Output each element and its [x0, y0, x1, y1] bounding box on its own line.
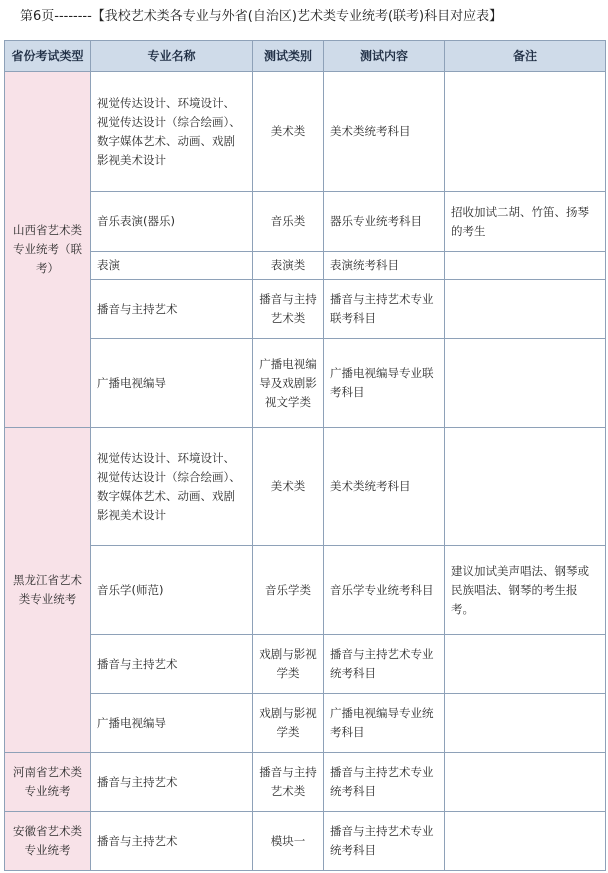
category-cell: 音乐类	[253, 192, 324, 252]
note-cell: 招收加试二胡、竹笛、扬琴的考生	[445, 192, 606, 252]
major-cell: 音乐表演(器乐)	[91, 192, 253, 252]
category-cell: 播音与主持艺术类	[253, 753, 324, 812]
note-cell	[445, 753, 606, 812]
major-cell: 视觉传达设计、环境设计、视觉传达设计（综合绘画）、数字媒体艺术、动画、戏剧影视美术设计	[91, 428, 253, 546]
page-title: 第6页--------【我校艺术类各专业与外省(自治区)艺术类专业统考(联考)科目对应表】	[20, 9, 503, 24]
category-cell: 播音与主持艺术类	[253, 280, 324, 339]
content-cell: 广播电视编导专业联考科目	[324, 339, 445, 428]
major-cell: 播音与主持艺术	[91, 635, 253, 694]
content-cell: 播音与主持艺术专业统考科目	[324, 635, 445, 694]
category-cell: 音乐学类	[253, 546, 324, 635]
content-cell: 播音与主持艺术专业联考科目	[324, 280, 445, 339]
major-cell: 广播电视编导	[91, 339, 253, 428]
province-cell: 河南省艺术类专业统考	[5, 753, 91, 812]
major-cell: 播音与主持艺术	[91, 812, 253, 871]
note-cell	[445, 72, 606, 192]
category-cell: 美术类	[253, 428, 324, 546]
table-row	[5, 694, 606, 753]
content-cell: 广播电视编导专业统考科目	[324, 694, 445, 753]
content-cell: 音乐学专业统考科目	[324, 546, 445, 635]
major-cell: 视觉传达设计、环境设计、视觉传达设计（综合绘画）、数字媒体艺术、动画、戏剧影视美术设计	[91, 72, 253, 192]
header-note: 备注	[445, 41, 606, 72]
table-row	[5, 753, 606, 812]
category-cell: 戏剧与影视学类	[253, 635, 324, 694]
content-cell: 器乐专业统考科目	[324, 192, 445, 252]
major-cell: 播音与主持艺术	[91, 753, 253, 812]
note-cell: 建议加试美声唱法、钢琴或民族唱法、钢琴的考生报考。	[445, 546, 606, 635]
major-cell: 播音与主持艺术	[91, 280, 253, 339]
table-row	[5, 339, 606, 428]
major-cell: 表演	[91, 252, 253, 280]
category-cell: 美术类	[253, 72, 324, 192]
content-cell: 播音与主持艺术专业统考科目	[324, 812, 445, 871]
content-cell: 美术类统考科目	[324, 72, 445, 192]
table-row	[5, 252, 606, 280]
table-row	[5, 546, 606, 635]
major-cell: 音乐学(师范)	[91, 546, 253, 635]
table-header-row	[5, 41, 606, 72]
note-cell	[445, 635, 606, 694]
category-cell: 表演类	[253, 252, 324, 280]
note-cell	[445, 339, 606, 428]
note-cell	[445, 252, 606, 280]
header-major: 专业名称	[91, 41, 253, 72]
province-cell: 安徽省艺术类专业统考	[5, 812, 91, 871]
note-cell	[445, 812, 606, 871]
content-cell: 播音与主持艺术专业统考科目	[324, 753, 445, 812]
header-province: 省份考试类型	[5, 41, 91, 72]
major-cell: 广播电视编导	[91, 694, 253, 753]
category-cell: 戏剧与影视学类	[253, 694, 324, 753]
table-row	[5, 72, 606, 192]
table-row	[5, 428, 606, 546]
header-category: 测试类别	[253, 41, 324, 72]
category-cell: 广播电视编导及戏剧影视文学类	[253, 339, 324, 428]
content-cell: 美术类统考科目	[324, 428, 445, 546]
table-row	[5, 192, 606, 252]
category-cell: 模块一	[253, 812, 324, 871]
province-cell: 山西省艺术类专业统考（联考）	[5, 72, 91, 428]
note-cell	[445, 280, 606, 339]
content-cell: 表演统考科目	[324, 252, 445, 280]
table-row	[5, 280, 606, 339]
table-row	[5, 812, 606, 871]
table-row	[5, 635, 606, 694]
province-cell: 黑龙江省艺术类专业统考	[5, 428, 91, 753]
subject-mapping-table	[4, 40, 606, 871]
note-cell	[445, 428, 606, 546]
note-cell	[445, 694, 606, 753]
header-content: 测试内容	[324, 41, 445, 72]
